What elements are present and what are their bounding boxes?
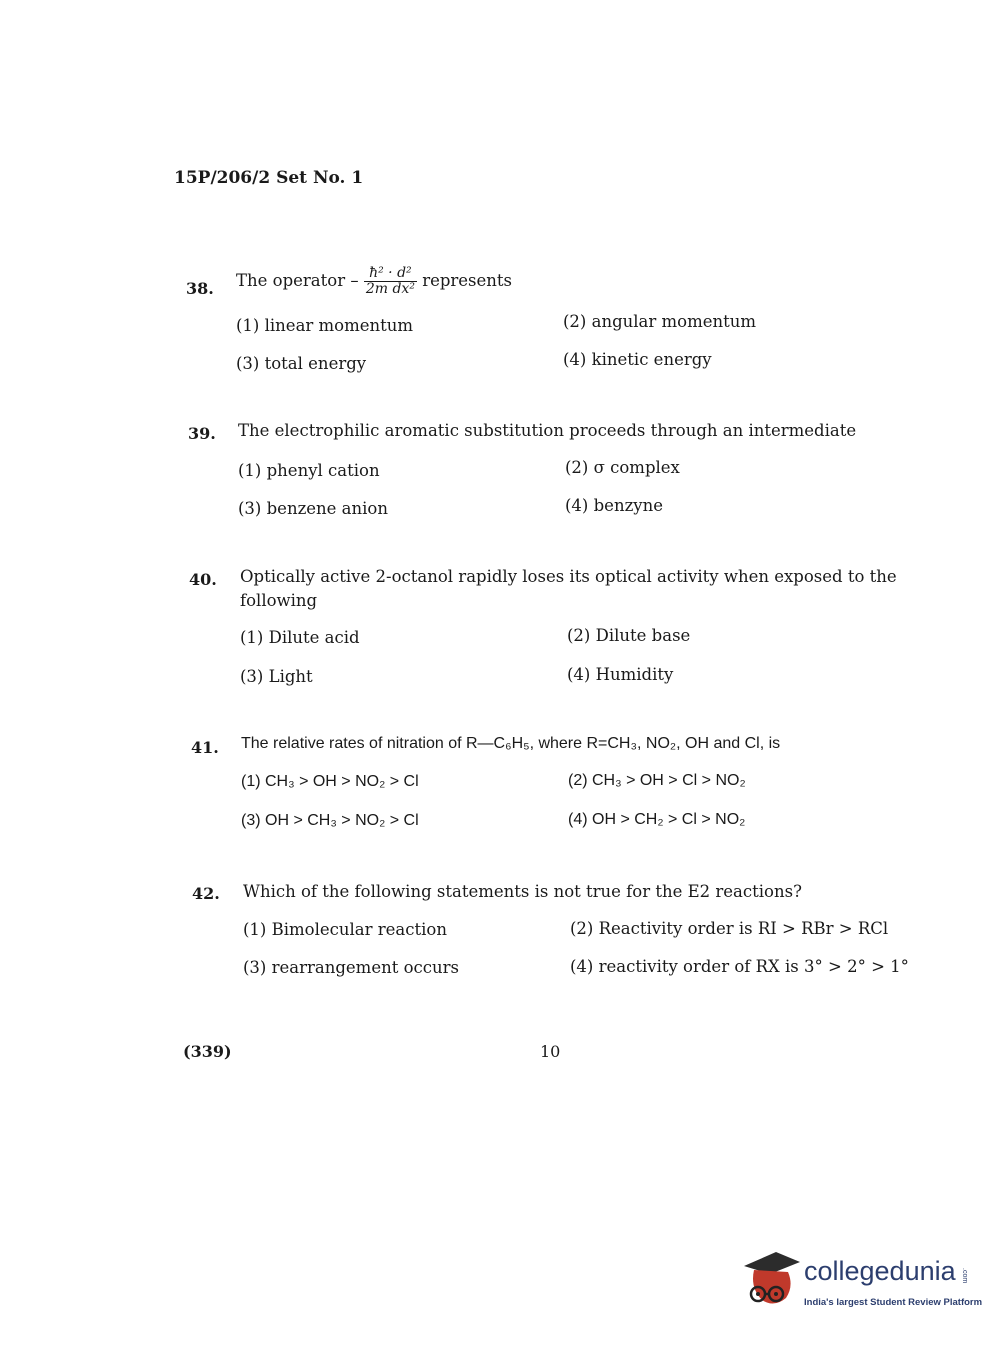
q40-option-1: (1) Dilute acid (240, 628, 360, 647)
q41-option-1: (1) CH₃ > OH > NO₂ > Cl (241, 773, 419, 790)
q41-option-4: (4) OH > CH₂ > Cl > NO₂ (568, 811, 746, 828)
question-41-text: The relative rates of nitration of R—C₆H₅, where R=CH₃, NO₂, OH and Cl, is (241, 735, 781, 752)
question-38-text-pre: The operator – (236, 271, 359, 290)
q40-option-2: (2) Dilute base (567, 626, 691, 645)
question-38-number: 38. (186, 279, 214, 298)
question-40-text-line2: following (240, 591, 318, 610)
paper-code-header: 15P/206/2 Set No. 1 (174, 168, 364, 188)
brand-tagline: India's largest Student Review Platform (804, 1297, 983, 1308)
question-40-number: 40. (189, 570, 217, 589)
q42-option-1: (1) Bimolecular reaction (243, 920, 447, 939)
q38-option-4: (4) kinetic energy (563, 350, 712, 369)
q42-option-4: (4) reactivity order of RX is 3° > 2° > 1° (570, 957, 909, 976)
q41-option-2: (2) CH₃ > OH > Cl > NO₂ (568, 772, 746, 789)
q42-option-3: (3) rearrangement occurs (243, 958, 459, 977)
q38-option-1: (1) linear momentum (236, 316, 414, 335)
brand-wordmark: collegedunia (804, 1256, 956, 1286)
question-40-text-line1: Optically active 2-octanol rapidly loses its optical activity when exposed to the (240, 567, 897, 586)
q42-option-2: (2) Reactivity order is RI > RBr > RCl (570, 919, 889, 938)
question-39-text: The electrophilic aromatic substitution proceeds through an intermediate (238, 421, 857, 440)
fraction-numerator: ħ² · d² (364, 266, 417, 282)
question-41-number: 41. (191, 738, 219, 757)
q41-option-3: (3) OH > CH₃ > NO₂ > Cl (241, 812, 419, 829)
page-number: 10 (540, 1042, 561, 1061)
q39-option-3: (3) benzene anion (238, 499, 388, 518)
q38-option-2: (2) angular momentum (563, 312, 757, 331)
question-42-number: 42. (192, 884, 220, 903)
q39-option-4: (4) benzyne (565, 496, 663, 515)
q40-option-3: (3) Light (240, 667, 313, 686)
question-38-text (236, 266, 512, 297)
question-42-text: Which of the following statements is not true for the E2 reactions? (243, 882, 802, 901)
question-38-text-post: represents (422, 271, 513, 290)
question-39-number: 39. (188, 424, 216, 443)
q39-option-2: (2) σ complex (565, 458, 680, 477)
collegedunia-watermark (742, 1248, 983, 1318)
brand-dotcom: .com (961, 1268, 968, 1284)
operator-fraction (364, 266, 417, 297)
q38-option-3: (3) total energy (236, 354, 367, 373)
mascot-icon (742, 1248, 802, 1310)
q39-option-1: (1) phenyl cation (238, 461, 380, 480)
booklet-code: (339) (183, 1042, 232, 1061)
fraction-denominator: 2m dx² (365, 281, 415, 297)
q40-option-4: (4) Humidity (567, 665, 674, 684)
